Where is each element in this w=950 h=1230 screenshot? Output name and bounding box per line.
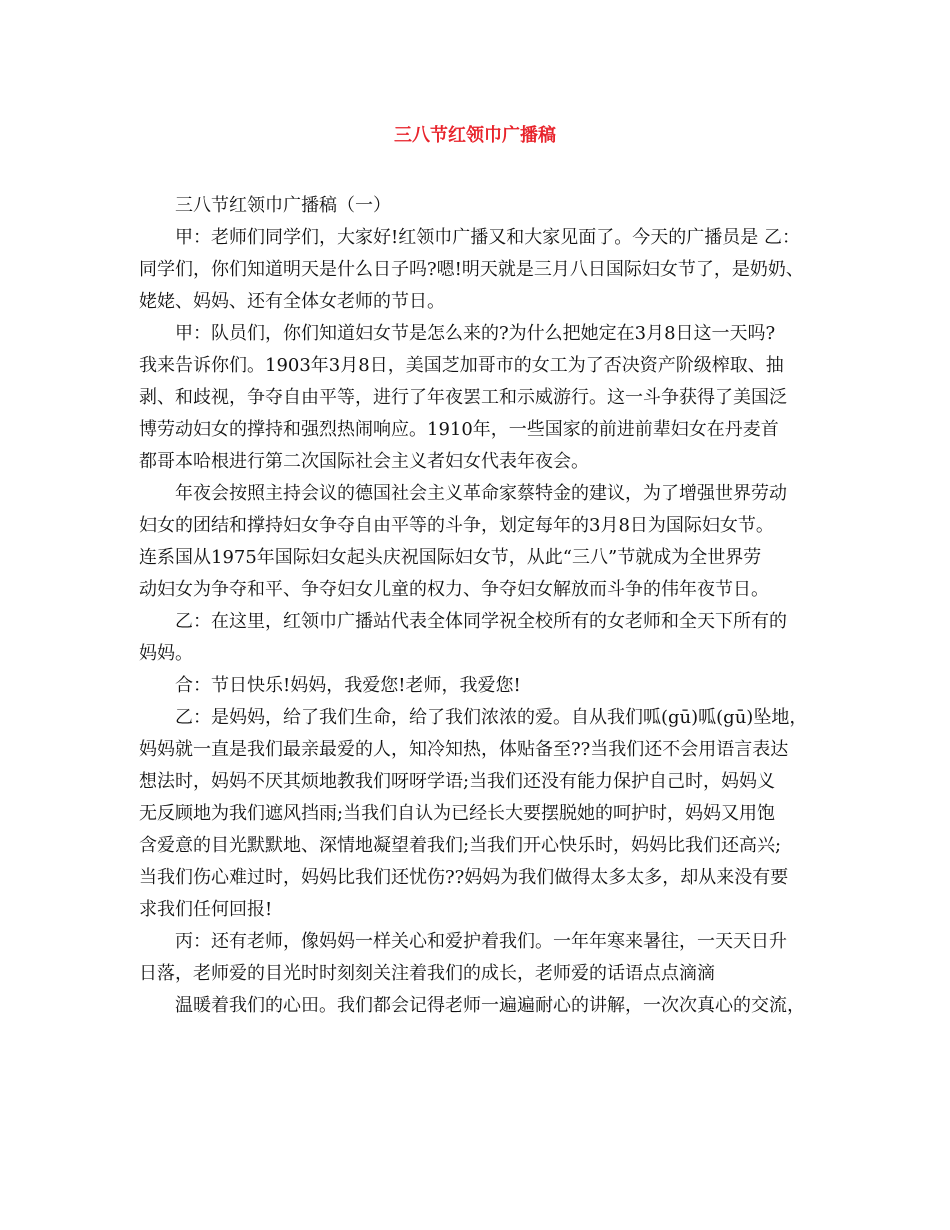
text-line: 含爱意的目光默默地、深情地凝望着我们;当我们开心快乐时，妈妈比我们还高兴; — [139, 835, 782, 856]
text-line: 想法时，妈妈不厌其烦地教我们呀呀学语;当我们还没有能力保护自己时，妈妈义 — [139, 771, 776, 792]
text-line: 三八节红领巾广播稿（一） — [175, 195, 391, 216]
text-line: 甲：老师们同学们，大家好!红领巾广播又和大家见面了。今天的广播员是 乙： — [175, 227, 800, 248]
document-body — [139, 190, 829, 1022]
text-line: 剥、和歧视，争夺自由平等，进行了年夜罢工和示威游行。这一斗争获得了美国泛 — [139, 387, 787, 408]
text-line: 乙：是妈妈，给了我们生命，给了我们浓浓的爱。自从我们呱(gū)呱(gū)坠地， — [175, 707, 808, 728]
text-line: 我来告诉你们。1903年3月8日，美国芝加哥市的女工为了否决资产阶级榨取、抽 — [139, 355, 784, 376]
text-line: 丙：还有老师，像妈妈一样关心和爱护着我们。一年年寒来暑往，一天天日升 — [175, 931, 787, 952]
text-line: 博劳动妇女的撑持和强烈热闹响应。1910年，一些国家的前进前辈妇女在丹麦首 — [139, 419, 779, 440]
text-line: 日落，老师爱的目光时时刻刻关注着我们的成长，老师爱的话语点点滴滴 — [139, 963, 715, 984]
text-line: 妈妈。 — [139, 643, 193, 664]
text-line: 同学们，你们知道明天是什么日子吗?嗯!明天就是三月八日国际妇女节了，是奶奶、 — [139, 259, 804, 280]
text-line: 甲：队员们，你们知道妇女节是怎么来的?为什么把她定在3月8日这一天吗? — [175, 323, 776, 344]
text-line: 姥姥、妈妈、还有全体女老师的节日。 — [139, 291, 445, 312]
text-line: 妇女的团结和撑持妇女争夺自由平等的斗争，划定每年的3月8日为国际妇女节。 — [139, 515, 774, 536]
text-line: 当我们伤心难过时，妈妈比我们还忧伤??妈妈为我们做得太多太多，却从来没有要 — [139, 867, 789, 888]
text-line: 年夜会按照主持会议的德国社会主义革命家蔡特金的建议，为了增强世界劳动 — [175, 483, 787, 504]
text-line: 合：节日快乐!妈妈，我爱您!老师，我爱您! — [175, 675, 521, 696]
text-line: 妈妈就一直是我们最亲最爱的人，知冷知热，体贴备至??当我们还不会用语言表达 — [139, 739, 789, 760]
text-line: 求我们任何回报! — [139, 899, 273, 920]
text-line: 温暖着我们的心田。我们都会记得老师一遍遍耐心的讲解，一次次真心的交流， — [175, 995, 805, 1016]
text-line: 都哥本哈根进行第二次国际社会主义者妇女代表年夜会。 — [139, 451, 589, 472]
document-title: 三八节红领巾广播稿 — [394, 125, 556, 146]
text-line: 连系国从1975年国际妇女起头庆祝国际妇女节，从此“三八”节就成为全世界劳 — [139, 547, 762, 568]
text-line: 动妇女为争夺和平、争夺妇女儿童的权力、争夺妇女解放而斗争的伟年夜节日。 — [139, 579, 769, 600]
text-line: 无反顾地为我们遮风挡雨;当我们自认为已经长大要摆脱她的呵护时，妈妈又用饱 — [139, 803, 776, 824]
text-line: 乙：在这里，红领巾广播站代表全体同学祝全校所有的女老师和全天下所有的 — [175, 611, 787, 632]
